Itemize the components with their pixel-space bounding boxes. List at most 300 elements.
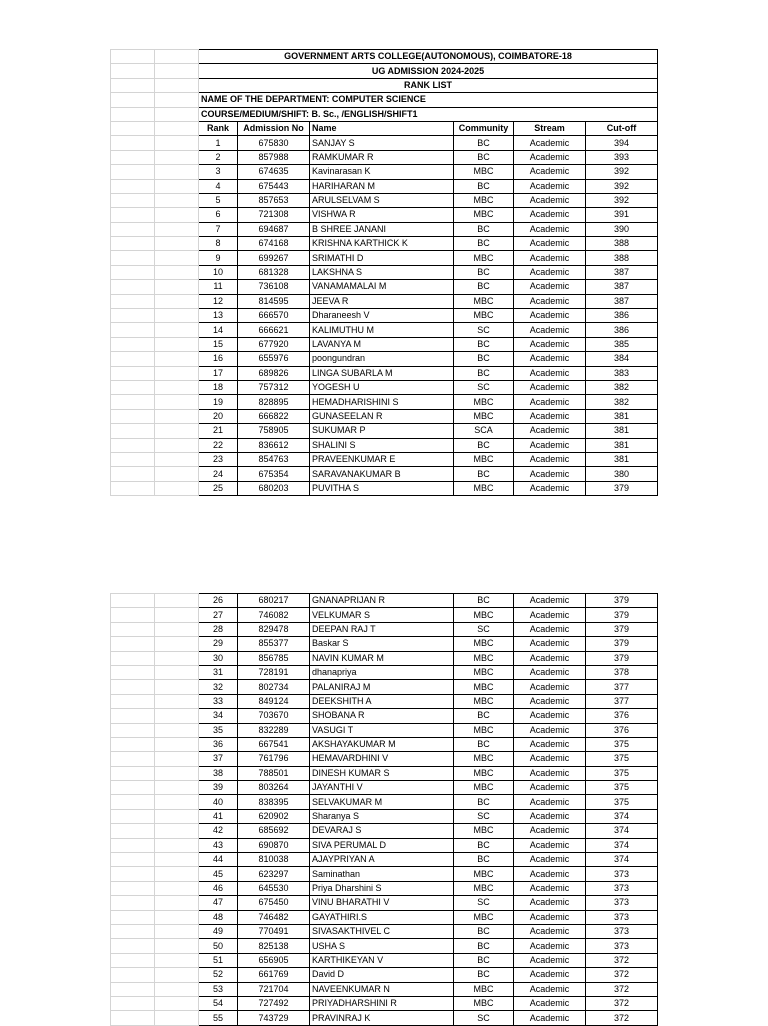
table-row xyxy=(111,380,658,394)
cell-name: SIVASAKTHIVEL C xyxy=(310,924,454,938)
cell-cutoff: 376 xyxy=(586,709,658,723)
table-row xyxy=(111,924,658,938)
cell-cutoff: 373 xyxy=(586,939,658,953)
cell-rank: 52 xyxy=(199,968,238,982)
cell-name: PALANIRAJ M xyxy=(310,680,454,694)
cell-admission-no: 758905 xyxy=(238,424,310,438)
cell-admission-no: 849124 xyxy=(238,694,310,708)
cell-rank: 40 xyxy=(199,795,238,809)
cell-rank: 15 xyxy=(199,337,238,351)
cell-community: BC xyxy=(454,150,514,164)
table-row xyxy=(111,881,658,895)
cell-name: GNANAPRIJAN R xyxy=(310,594,454,608)
cell-rank: 1 xyxy=(199,136,238,150)
cell-community: BC xyxy=(454,953,514,967)
cell-name: VASUGI T xyxy=(310,723,454,737)
cell-stream: Academic xyxy=(514,752,586,766)
cell-stream: Academic xyxy=(514,881,586,895)
cell-rank: 44 xyxy=(199,853,238,867)
cell-admission-no: 703670 xyxy=(238,709,310,723)
cell-name: YOGESH U xyxy=(310,380,454,394)
cell-rank: 20 xyxy=(199,409,238,423)
table-row xyxy=(111,309,658,323)
cell-community: BC xyxy=(454,838,514,852)
cell-cutoff: 375 xyxy=(586,781,658,795)
cell-cutoff: 374 xyxy=(586,853,658,867)
cell-community: MBC xyxy=(454,481,514,495)
cell-admission-no: 620902 xyxy=(238,809,310,823)
table-row xyxy=(111,737,658,751)
cell-cutoff: 394 xyxy=(586,136,658,150)
cell-name: SARAVANAKUMAR B xyxy=(310,467,454,481)
cell-name: SANJAY S xyxy=(310,136,454,150)
table-row xyxy=(111,838,658,852)
college-title: GOVERNMENT ARTS COLLEGE(AUTONOMOUS), COIMBATORE-18 xyxy=(199,50,658,64)
cell-stream: Academic xyxy=(514,452,586,466)
table-row xyxy=(111,280,658,294)
cell-stream: Academic xyxy=(514,665,586,679)
cell-rank: 12 xyxy=(199,294,238,308)
cell-stream: Academic xyxy=(514,179,586,193)
cell-community: BC xyxy=(454,237,514,251)
cell-rank: 48 xyxy=(199,910,238,924)
cell-community: SC xyxy=(454,622,514,636)
cell-rank: 36 xyxy=(199,737,238,751)
cell-name: NAVEENKUMAR N xyxy=(310,982,454,996)
cell-community: MBC xyxy=(454,996,514,1010)
cell-name: Priya Dharshini S xyxy=(310,881,454,895)
cell-rank: 22 xyxy=(199,438,238,452)
cell-name: DEVARAJ S xyxy=(310,824,454,838)
cell-admission-no: 694687 xyxy=(238,222,310,236)
cell-cutoff: 376 xyxy=(586,723,658,737)
cell-cutoff: 379 xyxy=(586,637,658,651)
cell-admission-no: 667541 xyxy=(238,737,310,751)
cell-community: MBC xyxy=(454,251,514,265)
table-row xyxy=(111,665,658,679)
table-row xyxy=(111,594,658,608)
cell-community: BC xyxy=(454,467,514,481)
cell-cutoff: 392 xyxy=(586,193,658,207)
cell-cutoff: 381 xyxy=(586,452,658,466)
cell-stream: Academic xyxy=(514,723,586,737)
cell-admission-no: 855377 xyxy=(238,637,310,651)
cell-stream: Academic xyxy=(514,766,586,780)
cell-rank: 27 xyxy=(199,608,238,622)
cell-cutoff: 378 xyxy=(586,665,658,679)
cell-cutoff: 372 xyxy=(586,996,658,1010)
cell-stream: Academic xyxy=(514,424,586,438)
table-row xyxy=(111,352,658,366)
table-row xyxy=(111,222,658,236)
cell-admission-no: 838395 xyxy=(238,795,310,809)
table-row xyxy=(111,910,658,924)
course-info: COURSE/MEDIUM/SHIFT: B. Sc., /ENGLISH/SHIFT1 xyxy=(199,107,658,121)
table-row xyxy=(111,723,658,737)
cell-admission-no: 680217 xyxy=(238,594,310,608)
cell-stream: Academic xyxy=(514,366,586,380)
cell-cutoff: 380 xyxy=(586,467,658,481)
cell-rank: 35 xyxy=(199,723,238,737)
cell-name: PRIYADHARSHINI R xyxy=(310,996,454,1010)
rank-list-table-page-1 xyxy=(110,49,658,496)
cell-name: Sharanya S xyxy=(310,809,454,823)
cell-name: DEEPAN RAJ T xyxy=(310,622,454,636)
cell-rank: 51 xyxy=(199,953,238,967)
cell-community: MBC xyxy=(454,665,514,679)
cell-stream: Academic xyxy=(514,737,586,751)
cell-admission-no: 674168 xyxy=(238,237,310,251)
cell-admission-no: 828895 xyxy=(238,395,310,409)
cell-admission-no: 803264 xyxy=(238,781,310,795)
cell-cutoff: 384 xyxy=(586,352,658,366)
cell-cutoff: 372 xyxy=(586,982,658,996)
cell-stream: Academic xyxy=(514,323,586,337)
cell-stream: Academic xyxy=(514,467,586,481)
cell-community: BC xyxy=(454,924,514,938)
cell-cutoff: 374 xyxy=(586,824,658,838)
cell-cutoff: 392 xyxy=(586,179,658,193)
cell-admission-no: 825138 xyxy=(238,939,310,953)
department-name: NAME OF THE DEPARTMENT: COMPUTER SCIENCE xyxy=(199,93,658,107)
table-row xyxy=(111,896,658,910)
cell-admission-no: 685692 xyxy=(238,824,310,838)
cell-name: LAKSHNA S xyxy=(310,265,454,279)
table-row xyxy=(111,265,658,279)
cell-cutoff: 388 xyxy=(586,237,658,251)
cell-admission-no: 854763 xyxy=(238,452,310,466)
cell-name: HEMADHARISHINI S xyxy=(310,395,454,409)
cell-community: MBC xyxy=(454,651,514,665)
cell-cutoff: 388 xyxy=(586,251,658,265)
cell-rank: 46 xyxy=(199,881,238,895)
cell-rank: 17 xyxy=(199,366,238,380)
table-row xyxy=(111,622,658,636)
cell-cutoff: 379 xyxy=(586,622,658,636)
cell-admission-no: 681328 xyxy=(238,265,310,279)
cell-stream: Academic xyxy=(514,694,586,708)
cell-admission-no: 675450 xyxy=(238,896,310,910)
cell-stream: Academic xyxy=(514,924,586,938)
cell-name: VANAMAMALAI M xyxy=(310,280,454,294)
cell-cutoff: 382 xyxy=(586,380,658,394)
cell-admission-no: 736108 xyxy=(238,280,310,294)
cell-rank: 26 xyxy=(199,594,238,608)
cell-cutoff: 372 xyxy=(586,968,658,982)
cell-stream: Academic xyxy=(514,409,586,423)
cell-community: BC xyxy=(454,222,514,236)
cell-name: PRAVEENKUMAR E xyxy=(310,452,454,466)
cell-name: Saminathan xyxy=(310,867,454,881)
cell-rank: 39 xyxy=(199,781,238,795)
cell-rank: 30 xyxy=(199,651,238,665)
cell-stream: Academic xyxy=(514,438,586,452)
cell-community: SC xyxy=(454,323,514,337)
cell-stream: Academic xyxy=(514,594,586,608)
cell-name: LAVANYA M xyxy=(310,337,454,351)
admission-title: UG ADMISSION 2024-2025 xyxy=(199,64,658,78)
cell-cutoff: 372 xyxy=(586,953,658,967)
cell-stream: Academic xyxy=(514,1011,586,1025)
cell-cutoff: 382 xyxy=(586,395,658,409)
cell-cutoff: 375 xyxy=(586,752,658,766)
cell-rank: 50 xyxy=(199,939,238,953)
cell-community: MBC xyxy=(454,608,514,622)
cell-name: David D xyxy=(310,968,454,982)
cell-stream: Academic xyxy=(514,136,586,150)
cell-admission-no: 829478 xyxy=(238,622,310,636)
cell-community: BC xyxy=(454,853,514,867)
cell-cutoff: 386 xyxy=(586,323,658,337)
table-row xyxy=(111,251,658,265)
cell-rank: 55 xyxy=(199,1011,238,1025)
column-header-row xyxy=(111,121,658,135)
cell-cutoff: 379 xyxy=(586,594,658,608)
cell-community: BC xyxy=(454,265,514,279)
cell-admission-no: 743729 xyxy=(238,1011,310,1025)
cell-admission-no: 814595 xyxy=(238,294,310,308)
column-header-admission-no: Admission No xyxy=(238,121,310,135)
rank-list-title: RANK LIST xyxy=(199,78,658,92)
cell-admission-no: 675443 xyxy=(238,179,310,193)
cell-admission-no: 810038 xyxy=(238,853,310,867)
table-row xyxy=(111,1011,658,1025)
cell-stream: Academic xyxy=(514,781,586,795)
cell-community: MBC xyxy=(454,294,514,308)
cell-cutoff: 387 xyxy=(586,294,658,308)
cell-admission-no: 656905 xyxy=(238,953,310,967)
cell-name: DEEKSHITH A xyxy=(310,694,454,708)
cell-community: BC xyxy=(454,179,514,193)
cell-cutoff: 381 xyxy=(586,424,658,438)
cell-cutoff: 372 xyxy=(586,1011,658,1025)
cell-community: SCA xyxy=(454,424,514,438)
cell-name: VISHWA R xyxy=(310,208,454,222)
cell-rank: 19 xyxy=(199,395,238,409)
table-row xyxy=(111,996,658,1010)
cell-cutoff: 373 xyxy=(586,896,658,910)
cell-stream: Academic xyxy=(514,795,586,809)
cell-cutoff: 381 xyxy=(586,409,658,423)
cell-stream: Academic xyxy=(514,896,586,910)
cell-cutoff: 375 xyxy=(586,737,658,751)
cell-stream: Academic xyxy=(514,352,586,366)
cell-cutoff: 392 xyxy=(586,165,658,179)
cell-rank: 21 xyxy=(199,424,238,438)
table-row xyxy=(111,824,658,838)
cell-name: JAYANTHI V xyxy=(310,781,454,795)
cell-name: DINESH KUMAR S xyxy=(310,766,454,780)
cell-stream: Academic xyxy=(514,237,586,251)
cell-community: MBC xyxy=(454,409,514,423)
cell-name: KARTHIKEYAN V xyxy=(310,953,454,967)
cell-rank: 29 xyxy=(199,637,238,651)
cell-name: JEEVA R xyxy=(310,294,454,308)
cell-rank: 33 xyxy=(199,694,238,708)
cell-cutoff: 390 xyxy=(586,222,658,236)
cell-community: BC xyxy=(454,594,514,608)
cell-stream: Academic xyxy=(514,150,586,164)
cell-community: SC xyxy=(454,896,514,910)
cell-stream: Academic xyxy=(514,680,586,694)
cell-cutoff: 379 xyxy=(586,481,658,495)
cell-cutoff: 377 xyxy=(586,680,658,694)
cell-rank: 16 xyxy=(199,352,238,366)
college-title-row xyxy=(111,50,658,64)
cell-rank: 41 xyxy=(199,809,238,823)
cell-community: MBC xyxy=(454,752,514,766)
cell-admission-no: 675354 xyxy=(238,467,310,481)
cell-admission-no: 689826 xyxy=(238,366,310,380)
cell-community: BC xyxy=(454,136,514,150)
table-row xyxy=(111,136,658,150)
cell-community: BC xyxy=(454,337,514,351)
cell-admission-no: 721308 xyxy=(238,208,310,222)
cell-rank: 2 xyxy=(199,150,238,164)
table-row xyxy=(111,424,658,438)
table-row xyxy=(111,294,658,308)
cell-admission-no: 645530 xyxy=(238,881,310,895)
cell-community: MBC xyxy=(454,208,514,222)
cell-name: SUKUMAR P xyxy=(310,424,454,438)
rank-list-table-page-2 xyxy=(110,593,658,1026)
cell-stream: Academic xyxy=(514,838,586,852)
cell-cutoff: 387 xyxy=(586,280,658,294)
cell-admission-no: 761796 xyxy=(238,752,310,766)
cell-admission-no: 666621 xyxy=(238,323,310,337)
cell-cutoff: 374 xyxy=(586,809,658,823)
cell-stream: Academic xyxy=(514,280,586,294)
cell-rank: 42 xyxy=(199,824,238,838)
cell-community: MBC xyxy=(454,910,514,924)
cell-admission-no: 770491 xyxy=(238,924,310,938)
table-row xyxy=(111,781,658,795)
cell-community: BC xyxy=(454,737,514,751)
cell-rank: 3 xyxy=(199,165,238,179)
cell-rank: 54 xyxy=(199,996,238,1010)
cell-rank: 9 xyxy=(199,251,238,265)
column-header-stream: Stream xyxy=(514,121,586,135)
table-row xyxy=(111,637,658,651)
table-row xyxy=(111,366,658,380)
cell-stream: Academic xyxy=(514,809,586,823)
cell-stream: Academic xyxy=(514,193,586,207)
cell-rank: 11 xyxy=(199,280,238,294)
cell-stream: Academic xyxy=(514,709,586,723)
cell-name: B SHREE JANANI xyxy=(310,222,454,236)
cell-stream: Academic xyxy=(514,910,586,924)
cell-admission-no: 666570 xyxy=(238,309,310,323)
cell-cutoff: 385 xyxy=(586,337,658,351)
cell-admission-no: 674635 xyxy=(238,165,310,179)
cell-name: HEMAVARDHINI V xyxy=(310,752,454,766)
cell-stream: Academic xyxy=(514,939,586,953)
table-row xyxy=(111,939,658,953)
cell-cutoff: 383 xyxy=(586,366,658,380)
cell-admission-no: 746482 xyxy=(238,910,310,924)
cell-community: SC xyxy=(454,809,514,823)
cell-name: SRIMATHI D xyxy=(310,251,454,265)
cell-community: SC xyxy=(454,1011,514,1025)
cell-community: BC xyxy=(454,939,514,953)
cell-name: SHOBANA R xyxy=(310,709,454,723)
cell-community: MBC xyxy=(454,309,514,323)
cell-cutoff: 374 xyxy=(586,838,658,852)
cell-community: BC xyxy=(454,709,514,723)
cell-admission-no: 661769 xyxy=(238,968,310,982)
cell-community: BC xyxy=(454,795,514,809)
table-row xyxy=(111,337,658,351)
table-row xyxy=(111,409,658,423)
table-row xyxy=(111,795,658,809)
cell-admission-no: 675830 xyxy=(238,136,310,150)
cell-name: KALIMUTHU M xyxy=(310,323,454,337)
cell-community: MBC xyxy=(454,637,514,651)
column-header-cutoff: Cut-off xyxy=(586,121,658,135)
cell-name: NAVIN KUMAR M xyxy=(310,651,454,665)
cell-admission-no: 727492 xyxy=(238,996,310,1010)
table-row xyxy=(111,438,658,452)
table-row xyxy=(111,680,658,694)
table-row xyxy=(111,452,658,466)
cell-cutoff: 377 xyxy=(586,694,658,708)
cell-cutoff: 386 xyxy=(586,309,658,323)
cell-community: MBC xyxy=(454,680,514,694)
cell-community: MBC xyxy=(454,824,514,838)
cell-community: BC xyxy=(454,438,514,452)
table-row xyxy=(111,867,658,881)
cell-community: MBC xyxy=(454,867,514,881)
cell-cutoff: 391 xyxy=(586,208,658,222)
cell-admission-no: 857653 xyxy=(238,193,310,207)
cell-cutoff: 393 xyxy=(586,150,658,164)
cell-admission-no: 677920 xyxy=(238,337,310,351)
cell-name: dhanapriya xyxy=(310,665,454,679)
cell-name: GUNASEELAN R xyxy=(310,409,454,423)
cell-community: BC xyxy=(454,366,514,380)
cell-stream: Academic xyxy=(514,996,586,1010)
cell-cutoff: 373 xyxy=(586,881,658,895)
cell-rank: 43 xyxy=(199,838,238,852)
cell-community: MBC xyxy=(454,694,514,708)
cell-name: Baskar S xyxy=(310,637,454,651)
cell-name: AJAYPRIYAN A xyxy=(310,853,454,867)
column-header-rank: Rank xyxy=(199,121,238,135)
cell-name: VINU BHARATHI V xyxy=(310,896,454,910)
table-row xyxy=(111,766,658,780)
cell-community: MBC xyxy=(454,982,514,996)
cell-admission-no: 623297 xyxy=(238,867,310,881)
table-row xyxy=(111,150,658,164)
table-row xyxy=(111,968,658,982)
cell-stream: Academic xyxy=(514,208,586,222)
cell-cutoff: 379 xyxy=(586,608,658,622)
cell-community: BC xyxy=(454,968,514,982)
cell-rank: 32 xyxy=(199,680,238,694)
cell-cutoff: 373 xyxy=(586,910,658,924)
cell-name: ARULSELVAM S xyxy=(310,193,454,207)
cell-rank: 14 xyxy=(199,323,238,337)
cell-name: GAYATHIRI.S xyxy=(310,910,454,924)
cell-rank: 37 xyxy=(199,752,238,766)
cell-community: MBC xyxy=(454,165,514,179)
cell-admission-no: 655976 xyxy=(238,352,310,366)
cell-cutoff: 379 xyxy=(586,651,658,665)
cell-name: Kavinarasan K xyxy=(310,165,454,179)
cell-stream: Academic xyxy=(514,867,586,881)
cell-name: LINGA SUBARLA M xyxy=(310,366,454,380)
table-row xyxy=(111,694,658,708)
